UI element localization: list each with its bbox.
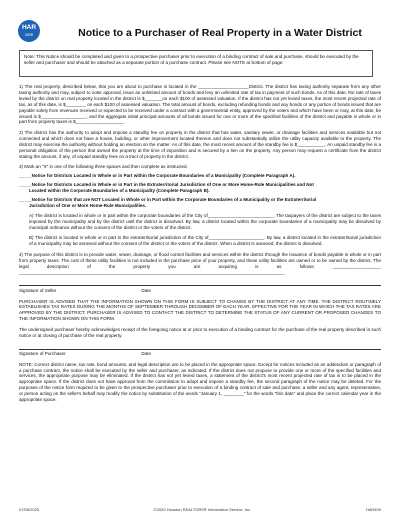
seller-signature-label: Signature of Seller [19,287,57,293]
note-bottom: NOTE: Correct district name, tax rate, bond amounts, and legal description are to be placed in the appropriate space. Except for notices included as an addendum or paragraph of a purchase contract, the notice shall be executed by the seller and purchaser, as indicated. If the district does not propose to provide one or more of the specified facilities and services, the appropriate purpose may be eliminated. If the district has not yet levied taxes, a statement of the district's most recent projected rate of tax is to be placed in the appropriate space. If the district does not have approval from the commission to adopt and impose a standby fee, the second paragraph of the notice may be deleted. For the purposes of the notice form required to be given to the prospective purchaser prior to execution of a binding contract of sale and purchase, a seller and any agent, representative, or person acting on the seller's behalf may modify the notice by substitution of the words "January 1, ________" for the words "this date" and place the correct calendar year in the appropriate space. [19,361,381,403]
paragraph-a: A) The district is located in whole or in part within the corporate boundaries of the City of__________________________. The taxpayers of the district are subject to the taxes imposed by the municipality and by the district until the district is dissolved. By law, a district located within the corporate boundaries of a municipality may be dissolved by municipal ordinance without the consent of the district or the voters of the district. [29,213,381,230]
option-c-line1: _____Notice for Districts that are NOT Located in Whole or in Part within the Corporate Boundaries of a Municipality or the Extraterritorial [19,196,317,202]
option-c-line2: Jurisdiction of One or More Home-Rule Municipalities. [29,202,147,208]
purchaser-signature-line [19,349,381,357]
paragraph-4: 4) The purpose of this district is to provide water, sewer, drainage, or flood control facilities and services within the district through the issuance of bonds payable in whole or in part from property taxes. The cost of these utility facilities is not included in the purchase price of your property, and these utility facilities are owned or to be owned by the district. The legal description of the property you are acquiring is as follows: ___________________ _________________________________________________________________________________________________________ [19,251,381,275]
option-b-line1: _____Notice for Districts Located in Whole or in Part in the Extraterritorial Jurisdiction of One or More Home-Rule Municipalities and Not [19,181,314,187]
seller-date-label: Date [141,287,151,293]
purchaser-signature-label: Signature of Purchaser [19,350,66,356]
footer-date: 07/06/2020 [19,507,40,512]
paragraph-2: 2) The district has the authority to adopt and impose a standby fee on property in the district that has water, sanitary sewer, or drainage facilities and services available but not connected and which does not have a house, building, or other improvement located thereon and does not substantially utilize the utility capacity available to the property. The district may exercise the authority without holding an election on the matter. As of this date, the most recent amount of the standby fee is $___________. An unpaid standby fee is a personal obligation of the person that owned the property at the time of imposition and is secured by a lien on the property. Any person may request a certificate from the district stating the amount, if any, of unpaid standby fees on a tract of property in the district. [19,129,381,159]
acknowledgement: The undersigned purchaser hereby acknowledges receipt of the foregoing notice at or prior to execution of a binding contract for the purchase of the real property described in such notice or at closing of purchase of the real property. [19,326,381,338]
page-footer [19,507,381,512]
paragraph-b: B) The district is located in whole or in part in the extraterritorial jurisdiction of the City of______________________. By law, a district located in the extraterritorial jurisdiction of a municipality may be annexed without the consent of the district or the voters of the district. When a district is annexed, the district is dissolved. [29,235,381,247]
purchaser-advised: PURCHASER IS ADVISED THAT THE INFORMATION SHOWN ON THIS FORM IS SUBJECT TO CHANGE BY THE DISTRICT AT ANY TIME. THE DISTRICT ROUTINELY ESTABLISHES TAX RATES DURING THE MONTHS OF SEPTEMBER THROUGH DECEMBER OF EACH YEAR, EFFECTIVE FOR THE YEAR IN WHICH THE TAX RATES ARE APPROVED BY THE DISTRICT. PURCHASER IS ADVISED TO CONTACT THE DISTRICT TO DETERMINE THE STATUS OF ANY CURRENT OR PROPOSED CHANGES TO THE INFORMATION SHOWN ON THIS FORM. [19,298,381,322]
seller-signature-line [19,285,381,293]
paragraph-3-intro: 3) Mark an "X" in one of the following three spaces and then complete as instructed. [19,164,188,170]
logo-text: HAR [21,24,37,32]
purchaser-date-label: Date [141,350,151,356]
paragraph-1: 1) The real property, described below, that you are about to purchase is located in the ____________________District. The district has taxing authority separate from any other taxing authority and may, subject to voter approval, issue an unlimited amount of bonds and levy an unlimited rate of tax in payment of such bonds. As of this date, the rate of taxes levied by the district on real property located in the district is $_______on each $100 of assessed valuation. If the district has not yet levied taxes, the most recent projected rate of tax, as of this date, is $________ on each $100 of assessed valuation. The total amount of bonds, excluding refunding bonds and any bonds or any portion of bonds issued that are payable solely from revenues received or expected to be received under a contract with a governmental entity, approved by the voters and which have been or may, at this date, be issued is $__________________, and the aggregate initial principal amounts of all bonds issued for one or more of the specified facilities of the district and payable in whole or in part from property taxes is $___________________. [19,84,381,125]
option-a: _____Notice for Districts Located in Whole or in Part within the Corporate Boundaries of a Municipality (Complete Paragraph A). [19,172,296,178]
footer-copyright: ©2020 Houston REALTORS® Information Service, Inc. [153,507,252,512]
document-body [19,84,381,408]
logo-subtext: com [24,31,34,37]
har-logo [18,20,40,42]
option-b-line2: Located within the Corporate Boundaries of a Municipality (Complete Paragraph B). [29,187,210,193]
page-title: Notice to a Purchaser of Real Property in a Water District [78,27,362,39]
footer-form-id: HAR400 [365,507,381,512]
note-box: Note: This Notice should be completed and given to a prospective purchaser prior to execution of a binding contract of sale and purchase, should be executed by the seller and purchaser and should be attached as a separate portion of a purchase contract. Please see NOTE at bottom of page. [19,50,373,77]
